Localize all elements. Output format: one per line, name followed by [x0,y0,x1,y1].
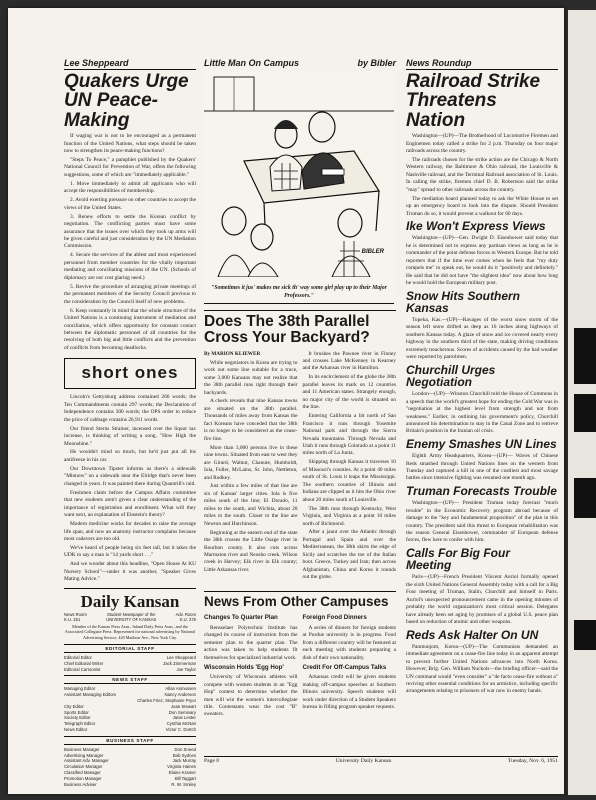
paragraph: 1. Move immediately to admit all applicants who will accept the responsibilities of membership. [64,180,196,195]
paragraph: The 38th runs through Kentucky, West Virginia, and Virginia at a point 10 miles north of Richmond. [302,505,396,527]
railroad-article [406,133,558,218]
paragraph: It brushes the Pawnee river in Finney and crosses Lake McKenney in Kearney and the Arkansas river in Hamilton. [302,350,396,372]
staff-person: Victor C. Dortch [165,726,196,732]
paragraph: We've heard of people being six feet tall, but it takes the UDK to say a man is "14 yards short . . ." [64,544,196,559]
adjacent-page-edge [568,10,596,795]
paragraph: Freshmen claim before the Campus Affairs committee that new students aren't given a clear understanding of the importance of registration and enrollment. What will they want next, an explanation of Einstein's theory? [64,489,196,519]
masthead-sub: Student Newspaper of the [106,611,156,617]
paragraph: After a jaunt over the Atlantic through Portugal and Spain and over the Mediterranean, the 38th skirts the edge of Sicily and scratches the toe of the Italian boot. Greece, Turkey and Iran; then across Afghanistan, China and Korea it rounds out the globe. [302,529,396,581]
paragraph: Arkansas credit will be given students making off-campus speeches at Southern Illinois university. Speech students will work under direction of a Student Speakers bureau in filling program speaker requests. [302,674,396,710]
staff-person: Virginia Haines [167,764,196,770]
paragraph: 2. Avoid exerting pressure on other countries to accept the views of the United States. [64,197,196,211]
staff-title: Classified Manager [64,769,101,775]
paragraph: London—(UP)—Winston Churchill told the House of Commons in a speech that the world's greatest hope for ending the Cold War was in "negotiation at the highest level from strength and not from weakness." Earlier, in outlining his government's policy, Churchill announced his determination to stay in the Canal Zone and to retrieve Britain's position in the Iranian oil crisis. [406,391,558,435]
paragraph: A check reveals that nine Kansas towns are situated on the 38th parallel. Thousands of miles away from Kansas the fact Koreans have conceded that the 38th is no longer to be considered as the cease-fire line. [204,398,298,442]
staff-person: Allan Asmussen [165,686,196,692]
staff-title: Telegraph Editor [64,721,96,727]
staff-person: Elaine Kramer [168,769,196,775]
adroom-phone: K.U. 376 [179,617,196,623]
ike-headline: Ike Won't Express Views [406,219,546,234]
other-campuses-headline: News From Other Campuses [204,591,396,609]
paragraph: If waging war is not to be encouraged as a permanent function of the United Nations, what steps should be taken now to strengthen its peace-making functions? [64,133,196,155]
paragraph: Paris—(UP)—French President Vincent Auriol formally opened the sixth United Nations General Assembly today with a call for a Big Four meeting of Truman, Stalin, Churchill and himself in Paris. Auriol's unexpected pronouncement came in the opening minutes of probably the world organization's most critical session. Delegates have already been set aging by promises of a global U.S. peace plan based on reduction of atomic and other weapons. [406,574,558,626]
staff-person: Don Sneed [174,746,196,752]
paragraph: University of Wisconsin athletes will compete with women students in an "Egg Hop" contest to determine whether the men will win the women's intercollegiate title. Contestants wear the cost "B" sweaters. [204,674,298,718]
staff-person: Charles Friez, Stephanie Pryor [137,697,196,703]
paragraph: Eighth Army Headquarters, Korea—(UP)— Waves of Chinese Reds smashed through United Nations lines on the western front Tuesday and captured a hill in one of the costliest and most savage battles since intensive fighting was resumed one month ago. [406,453,558,482]
paragraph: 3. Renew efforts to settle the Korean conflict by negotiation. The conflicting parties must have some assurance that the issues over which they took up arms will be given careful and just consideration by the UN Mediation Commission. [64,213,196,250]
staff-title: Assistant Adv. Manager [64,758,109,764]
editorial-staff-head: EDITORIAL STAFF [64,644,196,653]
section-label: News Roundup [406,58,558,70]
staff-person: Jack Murray [172,758,196,764]
parallel-headline: Does The 38th Parallel Cross Your Backyard? [204,310,396,347]
newspaper-page [8,8,564,794]
other-campuses-items [204,613,396,722]
staff-title: Editorial Cartoonist [64,666,101,672]
item-head: Credit For Off-Campus Talks [302,663,387,671]
staff-title: Business Manager [64,746,100,752]
paragraph: Rensselaer Polytechnic Institute has changed its course of instruction from the semester plan to the quarter plan. The action was taken to help students fit themselves for specialized industrial work. [204,624,298,661]
issue-date: Tuesday, Nov. 6, 1951 [507,758,558,764]
staff-title: Business Adviser [64,781,97,787]
masthead-sub: UNIVERSITY OF KANSAS [106,617,157,623]
staff-person: Bob Sydnes [172,752,196,758]
center-column [204,58,396,722]
paragraph: Beginning at the eastern end of the state the 38th crosses the Little Osage river in Bourbon county. It also cuts across Marmaton river and Neosho creek. Wilson creek in Harvey; Elk river in Elk county; Little Arkansas river. [204,529,298,573]
cartoon-drawing [204,71,394,277]
paragraph: Just within a few miles of that line are six of Kansas' larger cities. Iola is five miles south of the line; El Dorado, 11 miles to the south, and Wichita, about 20 miles to the south. Closer to the line are Newton and Hutchinson. [204,483,298,527]
reds-headline: Reds Ask Halter On UN [406,627,539,642]
staff-row [64,782,196,788]
paragraph: Washington—(UP)— President Truman today forecast "much trouble" in the Economic Recovery program abroad because of damage to the "key and fundamental proposition" of the plan in this country. The president said this threat to European rehabilitation was the reason General Eisenhower, commander of European defense forces, flew here to confer with him. [406,500,558,544]
paper-name: University Daily Kansan [335,758,392,764]
quakers-headline: Quakers Urge UN Peace-Making [64,71,189,131]
newsroom-label: News Room [64,611,87,617]
cartoon-caption: "Sometimes it jus' makes me sick th' way some girl play up to their Major Professors." [211,285,387,299]
paragraph: 5. Revive the procedure of arranging private meetings of the permanent members of the Security Council previous to the consideration by the Council itself of new problems. [64,283,196,305]
cartoon-title: Little Man On Campus [204,58,300,68]
staff-person: Don Seminary [168,709,196,715]
staff-person: Lee Sheppeard [166,654,196,660]
staff-row [64,667,196,673]
staff-person: Jack Zimmerman [163,660,196,666]
newsroom-phone: K.U. 251 [64,617,81,623]
item-head: Foreign Food Dinners [302,614,367,622]
paragraph: Washington—(UP)—The Brotherhood of Locomotive Firemen and Enginemen today called a strike for 2 p.m. Thursday on four major railroads across the country. [406,133,558,155]
staff-title: News Editor [64,726,88,732]
cartoon-signature: BIBLER [361,249,384,255]
paragraph: Entering California a bit north of San Francisco it runs through Yosemite National park and through the Sierra Nevada mountains. Through Nevada and Utah it runs through Colorado at a point 11 miles north of La Junta. [302,413,396,457]
big-four-headline: Calls For Big Four Meeting [406,545,511,573]
masthead-info [64,612,196,623]
daily-kansan-masthead: Daily Kansan [64,588,196,612]
staff-title: Chief Editorial Writer [64,660,104,666]
churchill-headline: Churchill Urges Negotiation [406,362,496,389]
cartoon-illustration [204,71,394,304]
item-head: Wisconsin Holds 'Egg Hop' [204,663,284,671]
staff-title: Circulation Manager [64,764,103,770]
staff-person: R. W. Smiley [171,781,196,787]
snow-headline: Snow Hits Southern Kansas [406,288,520,315]
staff-person: Bill Taggart [174,775,196,781]
paragraph: Our Downtown Tipster informs us there's a sidewalk "Minnow" on a sidewalk near the Elridge that's never been changed in years. It was painted there during Quantrill's raid. [64,465,196,487]
paragraph: The mediation board planned today to ask the White House to set up an emergency board to look into the dispute. Should President Truman do so, it would prevent a walkout for 60 days. [406,195,558,217]
paragraph: 4. Secure the services of the ablest and most experienced personnel from member countries for the vitally important mediating and conciliating missions of the UN. (Schools of diplomacy are our cost glaring need.) [64,252,196,281]
staff-title: Advertising Manager [64,752,104,758]
staff-title: Assistant Managing Editors [64,692,117,698]
paragraph: Lincoln's Gettysburg address contained 266 words; the Ten Commandments contain 297 words; the Declaration of Independence contains 300 words; the OPS order to reduce the price of cabbage contains 26,911 words. [64,394,196,423]
staff-person: Janie Lester [172,715,196,721]
paragraph: Skipping through Kansas it traverses 10 of Missouri's counties. At a point 40 miles south of St. Louis it leaps the Mississippi. The southern counties of Illinois and Indiana are clipped as it hits the Ohio river about 20 miles south of Louisville. [302,459,396,503]
page-number: Page 8 [204,758,220,764]
staff-title: Managing Editor [64,686,96,692]
paragraph: 6. Keep constantly in mind that the whole structure of the United Nations is a continuing instrument of mediation and conciliation, which offers opportunity for constant contact between the diplomatic personnel of all countries for the resolving of both big and little conflicts and the prevention of conflicts from becoming deadlocks. [64,307,196,351]
paragraph: Washington—(UP)—Gen. Dwight D. Eisenhower said today that he is determined not to express any partisan views as long as he is commander of the point defense forces in Western Europe. But he told reporters that if the time ever comes when he feels that "my duty compels me" to speak out, he would do it "positively and definitely." He said that he did not have "the slightest idea" now about how long he would hold the European military post. [406,235,558,287]
staff-row [64,727,196,733]
staff-person: Joe Taylor [176,666,196,672]
paragraph: While negotiators in Korea are trying to work out some line suitable for a truce, some 3,000 Kansans may not realize that the 38th parallel runs right through their backyards. [204,359,298,396]
enemy-headline: Enemy Smashes UN Lines [406,436,557,451]
paragraph: More than 3,000 persons live in these nine towns. Situated from east to west they are Girard, Walnut, Chanute, Humboldt, Iola, Fuller, McLains, St. John, Nettleton, and Rodkey. [204,444,298,481]
short-ones-header: short ones [64,358,196,389]
paragraph: Modern medicine works for decades to raise the average life span, and now an anatomy instructor complains because most cadavers are too old. [64,521,196,542]
paragraph: The railroads chosen for the strike action are the Chicago & North Western railway, the Baltimore & Ohio railroad, the Louisville & Nashville railroad, and the Terminal Railroad association of St. Louis. In calling the strike, firemen chief D. B. Robertson said the strike "may" spread to other railroads across the country. [406,156,558,193]
staff-title: Society Editor [64,715,91,721]
paragraph: A series of dinners for foreign students at Purdue university is in progress. Food from a different country will be featured at each meeting with students preparing a dish of their own nationality. [302,624,396,661]
paragraph: He wouldn't mind so much, but he'd just put all his antifreeze in his car. [64,449,196,463]
adroom-label: Adv. Room [175,611,196,617]
staff-person: Nancy Anderson [164,692,196,698]
masthead-note: Member of the Kansas Press Assn., Inland Daily Press Assn., and the Associated Collegiate Press. Represented for national advertising by National Advertising Service, 420 Madison Ave., New York City. [64,623,196,641]
paragraph: In its encirclement of the globe the 38th parallel leaves its mark on 12 countries and 11 American states. Strangely enough, no major city of the world is situated on the line. [302,374,396,411]
paragraph: Panmunjom, Korea—(UP)—The Communists demanded an immediate agreement on a cease-fire line today in an apparent attempt to prevent further United Nations advances into North Korea. However, Brig. Gen. William Nuckols—the briefing officer—said the UN command would "even consider" a "de facto cease-fire without a" reviving other essential conditions for an armistice, including specific arrangements relating to prisoners of war now in enemy hands. [406,643,558,695]
paragraph: And we wonder about this headline, "Open House At KU Nursery School"—under it was another, "Speaker Gives Mating Advice." [64,561,196,583]
staff-title: City Editor [64,703,84,709]
page-footer [204,756,558,764]
railroad-headline: Railroad Strike Threatens Nation [406,71,541,131]
byline: By MARION KLIEWER [204,350,261,357]
quakers-article [64,133,196,352]
columnist-name: Lee Sheppeard [64,58,196,70]
paragraph: Topeka, Kas.—(UP)—Ravages of the worst snow storm of the season left snow drifted as deep as 16 inches along highways of southern Kansas today. A glaze of snow and ice covered nearly every highway in the southern third of the state, making driving conditions extremely treacherous. Scores of accidents caused by the bad weather were reported by patrolmen. [406,316,558,361]
parallel-article [204,351,396,586]
cartoon-artist: by Bibler [357,58,396,68]
staff-title: Promotion Manager [64,775,102,781]
left-column [64,58,196,787]
staff-title: Editorial Editor [64,654,92,660]
paragraph: "Steps To Peace," a pamphlet published by the Quakers' National Council for Prevention of War, offers the following suggestions, some of which are "immediately applicable." [64,156,196,178]
paragraph: Our friend Sterns Strainer, incensed over the liquor tax increase, is thinking of writing a song, "How High the Moonshine." [64,425,196,447]
short-ones-items [64,394,196,583]
item-head: Changes To Quarter Plan [204,614,278,622]
staff-person: Cynthia McNair [166,721,196,727]
staff-title: Sports Editor [64,709,89,715]
cartoon-header [204,58,396,68]
truman-headline: Truman Forecasts Trouble [406,483,557,498]
right-column [406,58,558,698]
staff-person: Joan Stewart [170,703,196,709]
business-staff-head: BUSINESS STAFF [64,736,196,745]
news-staff-head: NEWS STAFF [64,675,196,684]
